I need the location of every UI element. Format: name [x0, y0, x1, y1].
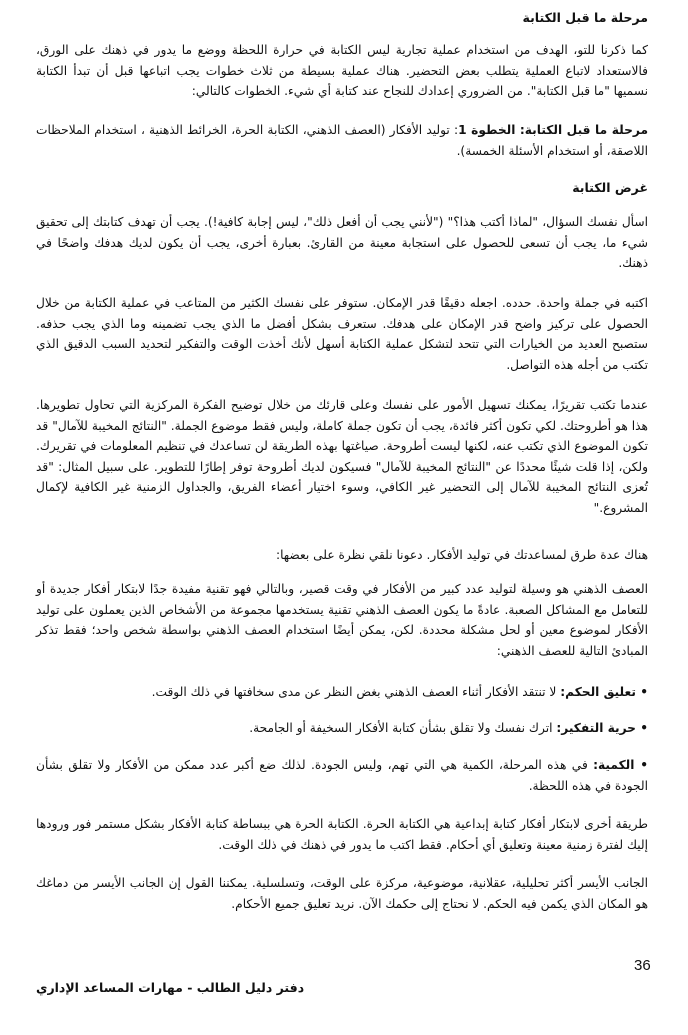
step-label: مرحلة ما قبل الكتابة: الخطوة 1 [458, 123, 648, 137]
paragraph-free-writing: طريقة أخرى لابتكار أفكار كتابة إبداعية هي الكتابة الحرة. الكتابة الحرة هي ببساطة كتابة الأفكار بشكل مستمر فور ورودها إليك لفترة زمنية معينة وتعليق أي أحكام. فقط اكتب ما يدور في ذهنك في ذلك الوقت. [36, 817, 648, 852]
bullet-term: • حرية التفكير: [556, 721, 648, 735]
bullet-term: • الكمية: [593, 758, 648, 772]
paragraph-report-thesis: عندما تكتب تقريرًا، يمكنك تسهيل الأمور على نفسك وعلى قارئك من خلال توضيح الفكرة المركزية التي تحاول تطويرها. هذا هو أطروحتك. لكي تكون أكثر فائدة، يجب أن تكون جملة كاملة، وليس فقط موضوع الجملة. "النتائج المخيبة للآمال" قد تكون الموضوع الذي تكتب عنه، لكنها ليست أطروحة. صياغتها بهذه الطريقة لن تساعدك في تنظيم المعلومات في تقريرك. ولكن، إذا قلت شيئًا محددًا عن "النتائج المخيبة للآمال" فسيكون لديك أطروحة توفر إطارًا للتطوير. على سبيل المثال: "قد تُعزى النتائج المخيبة للآمال إلى التحضير غير الكافي، وسوء اختيار أعضاء الفريق، والجداول الزمنية غير الكافية لإكمال المشروع." [36, 398, 648, 515]
bullet-text: اترك نفسك ولا تقلق بشأن كتابة الأفكار السخيفة أو الجامحة. [249, 721, 557, 735]
paragraph-idea-methods: هناك عدة طرق لمساعدتك في توليد الأفكار. دعونا نلقي نظرة على بعضها: [275, 548, 648, 562]
paragraph-ask-yourself: اسأل نفسك السؤال، "لماذا أكتب هذا؟" ("لأنني يجب أن أفعل ذلك"، ليس إجابة كافية!). يجب أن تهدف كتابتك إلى تحقيق شيء ما، يجب أن تسعى للحصول على استجابة معينة من القارئ. بعبارة أخرى، يجب أن يكون لديك هدفك واضحًا في ذهنك. [36, 215, 648, 270]
footer-title: دفتر دليل الطالب - مهارات المساعد الإداري [36, 980, 305, 995]
section-heading-purpose: غرض الكتابة [572, 180, 648, 195]
list-item [36, 682, 648, 703]
list-item [36, 755, 648, 796]
paragraph-intro: كما ذكرنا للتو، الهدف من استخدام عملية تجارية ليس الكتابة في حرارة اللحظة ووضع ما يدور في ذهنك على الورق، فالاستعداد لاتباع العملية يتطلب بعض التحضير. هناك عملية بسيطة من ثلاث خطوات يجب اتباعها قبل أن تبدأ الكتابة نسميها "ما قبل الكتابة". من الضروري إعدادك للنجاح عند كتابة أي شيء. الخطوات كالتالي: [36, 43, 648, 98]
list-item [36, 718, 648, 739]
page-number: 36 [634, 957, 651, 974]
bullet-text: لا تنتقد الأفكار أثناء العصف الذهني بغض النظر عن مدى سخافتها في ذلك الوقت. [151, 685, 561, 699]
paragraph-left-brain: الجانب الأيسر أكثر تحليلية، عقلانية، موضوعية، مركزة على الوقت، وتسلسلية. يمكننا القول إن الجانب الأيسر من دماغك هو المكان الذي يكمن فيه الحكم. لا نحتاج إلى حكمك الآن. نريد تعليق جميع الأحكام. [36, 876, 648, 911]
bullet-text: في هذه المرحلة، الكمية هي التي تهم، وليس الجودة. لذلك ضع أكبر عدد ممكن من الأفكار ولا تقلق بشأن الجودة في هذه اللحظة. [36, 758, 648, 793]
paragraph-brainstorming: العصف الذهني هو وسيلة لتوليد عدد كبير من الأفكار في وقت قصير، وبالتالي فهو تقنية مفيدة جدًا لابتكار أفكار جديدة أو للتعامل مع المشاكل الصعبة. عادةً ما يكون العصف الذهني تقنية يستخدمها مجموعة من الأشخاص الذين يعملون على توليد الأفكار لموضوع معين أو لحل مشكلة محددة. لكن، يمكن أيضًا استخدام العصف الذهني بواسطة شخص واحد؛ فقط تذكر المبادئ التالية للعصف الذهني: [36, 582, 648, 658]
paragraph-step-1 [36, 120, 648, 161]
paragraph-one-sentence: اكتبه في جملة واحدة. حدده. اجعله دقيقًا قدر الإمكان. ستوفر على نفسك الكثير من المتاعب في عملية الكتابة من خلال الحصول على تركيز واضح قدر الإمكان على هدفك. ستعرف بشكل أفضل ما الذي يجب تضمينه وما الذي يجب حذفه. ستصبح العديد من الخيارات التي تتحد لتشكل عملية الكتابة أسهل لأنك أخذت الوقت والتفكير لتحديد السبب الدقيق الذي تكتب من أجله هذه التواصل. [36, 296, 648, 372]
section-heading-prewriting: مرحلة ما قبل الكتابة [522, 10, 648, 25]
bullet-term: • تعليق الحكم: [560, 685, 648, 699]
step-text: : توليد الأفكار (العصف الذهني، الكتابة الحرة، الخرائط الذهنية ، استخدام الملاحظات اللاصقة، أو استخدام الأسئلة الخمسة). [36, 123, 648, 158]
